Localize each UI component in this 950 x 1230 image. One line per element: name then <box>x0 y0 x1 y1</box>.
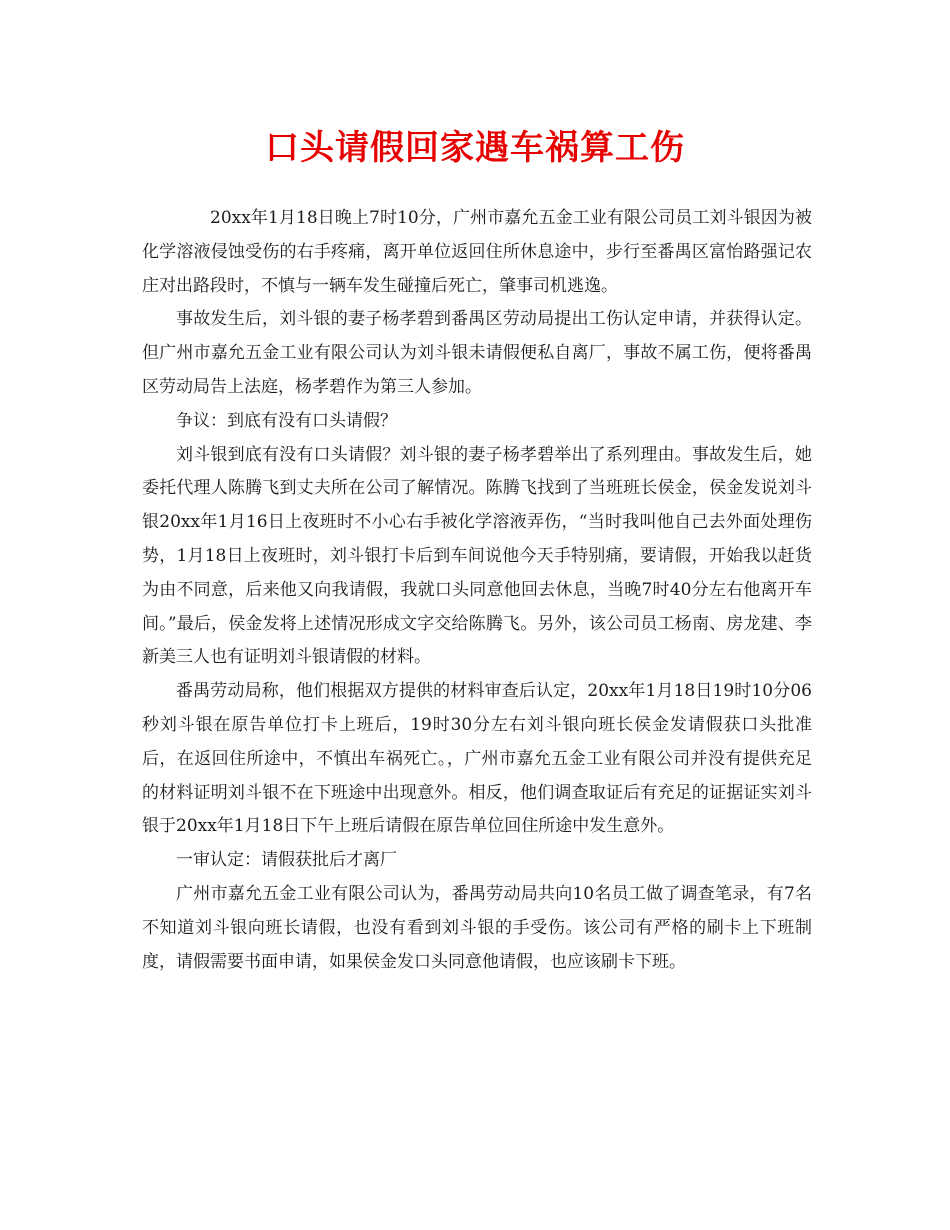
paragraph-5: 广州市嘉允五金工业有限公司认为，番禺劳动局共向10名员工做了调查笔录，有7名不知道刘斗银向班长请假，也没有看到刘斗银的手受伤。该公司有严格的刷卡上下班制度，请假需要书面申请，如果侯金发口头同意他请假，也应该刷卡下班。 <box>142 883 812 972</box>
paragraph-4: 番禺劳动局称，他们根据双方提供的材料审查后认定，20xx年1月18日19时10分06秒刘斗银在原告单位打卡上班后，19时30分左右刘斗银向班长侯金发请假获口头批准后，在返回住所途中，不慎出车祸死亡。，广州市嘉允五金工业有限公司并没有提供充足的材料证明刘斗银不在下班途中出现意外。相反，他们调查取证后有充足的证据证实刘斗银于20xx年1月18日下午上班后请假在原告单位回住所途中发生意外。 <box>142 681 812 837</box>
section-heading-dispute: 争议：到底有没有口头请假？ <box>176 410 397 431</box>
paragraph-2: 事故发生后，刘斗银的妻子杨孝碧到番禺区劳动局提出工伤认定申请，并获得认定。但广州市嘉允五金工业有限公司认为刘斗银未请假便私自离厂，事故不属工伤，便将番禺区劳动局告上法庭，杨孝碧作为第三人参加。 <box>142 309 812 397</box>
paragraph-3: 刘斗银到底有没有口头请假？刘斗银的妻子杨孝碧举出了系列理由。事故发生后，她委托代理人陈腾飞到丈夫所在公司了解情况。陈腾飞找到了当班班长侯金，侯金发说刘斗银20xx年1月16日上夜班时不小心右手被化学溶液弄伤，“当时我叫他自己去外面处理伤势，1月18日上夜班时，刘斗银打卡后到车间说他今天手特别痛，要请假，开始我以赶货为由不同意，后来他又向我请假，我就口头同意他回去休息，当晚7时40分左右他离开车间。”最后，侯金发将上述情况形成文字交给陈腾飞。另外，该公司员工杨南、房龙建、李新美三人也有证明刘斗银请假的材料。 <box>142 444 812 668</box>
section-heading-first-instance: 一审认定：请假获批后才离厂 <box>176 850 397 871</box>
document-body <box>142 202 812 979</box>
document-title: 口头请假回家遇车祸算工伤 <box>265 128 685 168</box>
paragraph-1: 20xx年1月18日晚上7时10分，广州市嘉允五金工业有限公司员工刘斗银因为被化学溶液侵蚀受伤的右手疼痛，离开单位返回住所休息途中，步行至番禺区富怡路强记农庄对出路段时，不慎与一辆车发生碰撞后死亡，肇事司机逃逸。 <box>142 208 812 296</box>
